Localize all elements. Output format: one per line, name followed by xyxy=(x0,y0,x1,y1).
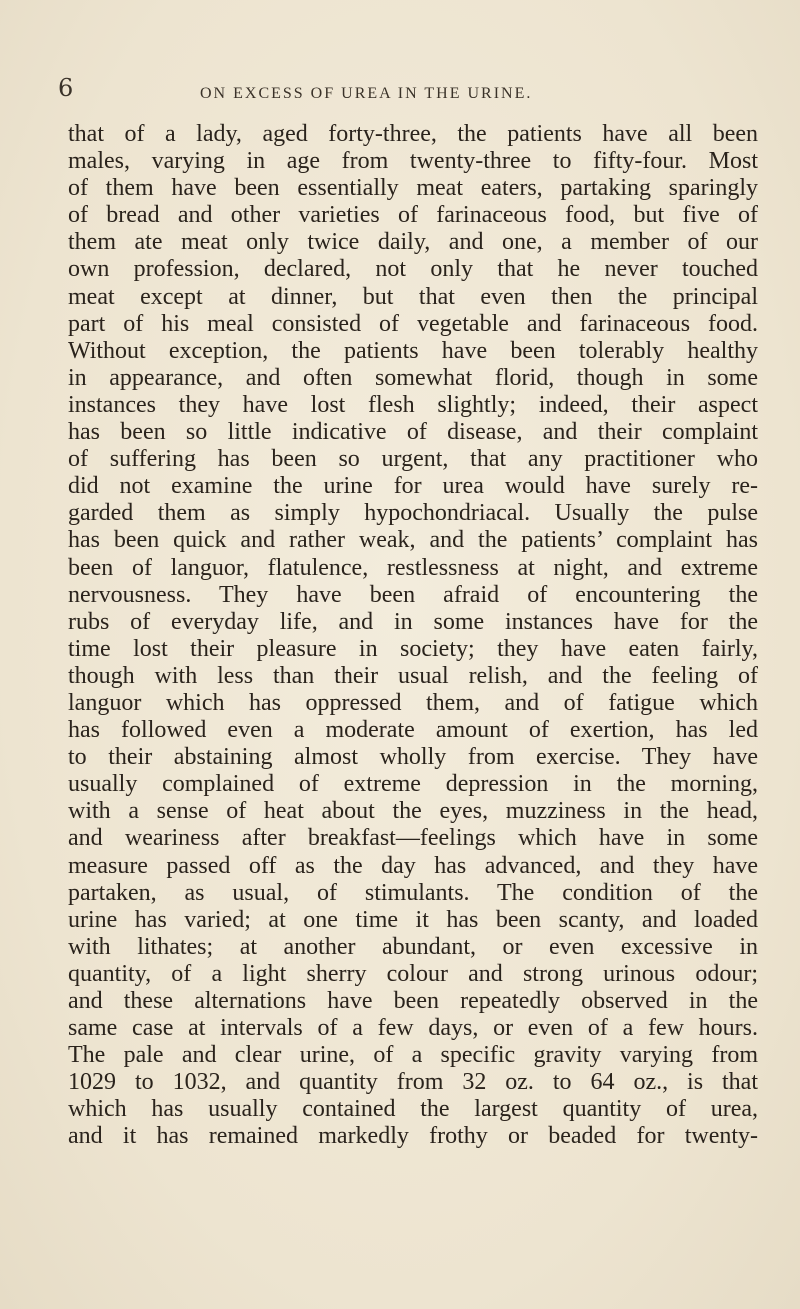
text-line: measure passed off as the day has advanced, and they have xyxy=(68,852,758,879)
text-line: in appearance, and often somewhat florid, though in some xyxy=(68,364,758,391)
text-line: rubs of everyday life, and in some instances have for the xyxy=(68,608,758,635)
text-line: though with less than their usual relish, and the feeling of xyxy=(68,662,758,689)
text-line: has followed even a moderate amount of exertion, has led xyxy=(68,717,758,744)
text-line: own profession, declared, not only that he never touched xyxy=(68,256,758,283)
text-line: partaken, as usual, of stimulants. The condition of the xyxy=(68,879,758,906)
text-line: them ate meat only twice daily, and one, a member of our xyxy=(68,229,758,256)
text-line: and these alternations have been repeatedly observed in the xyxy=(68,988,758,1014)
text-line: with a sense of heat about the eyes, muzziness in the head, xyxy=(68,798,758,825)
text-line: same case at intervals of a few days, or even of a few hours. xyxy=(68,1015,758,1042)
text-line: with lithates; at another abundant, or even excessive in xyxy=(68,933,758,960)
text-line: males, varying in age from twenty-three to fifty-four. Most xyxy=(68,148,758,175)
text-line: meat except at dinner, but that even then the principal xyxy=(68,283,758,310)
body-text xyxy=(68,121,758,1151)
text-line: that of a lady, aged forty-three, the patients have all been xyxy=(68,121,758,147)
text-line: usually complained of extreme depression in the morning, xyxy=(68,771,758,798)
text-line: instances they have lost flesh slightly; indeed, their aspect xyxy=(68,391,758,418)
text-line: nervousness. They have been afraid of encountering the xyxy=(68,581,758,608)
text-line: Without exception, the patients have been tolerably healthy xyxy=(68,337,758,364)
text-line: of bread and other varieties of farinaceous food, but five of xyxy=(68,202,758,229)
text-line: and weariness after breakfast—feelings which have in some xyxy=(68,825,758,852)
text-line: of them have been essentially meat eaters, partaking sparingly xyxy=(68,175,758,202)
text-line: been of languor, flatulence, restlessness at night, and extreme xyxy=(68,554,758,581)
text-line: part of his meal consisted of vegetable and farinaceous food. xyxy=(68,310,758,337)
text-line: urine has varied; at one time it has been scanty, and loaded xyxy=(68,906,758,933)
text-line: time lost their pleasure in society; they have eaten fairly, xyxy=(68,635,758,662)
text-line: has been quick and rather weak, and the patients’ complaint has xyxy=(68,527,758,554)
text-line: to their abstaining almost wholly from exercise. They have xyxy=(68,744,758,771)
text-line: garded them as simply hypochondriacal. Usually the pulse xyxy=(68,500,758,527)
text-line: which has usually contained the largest quantity of urea, xyxy=(68,1096,758,1123)
page-number: 6 xyxy=(58,74,74,102)
text-line: has been so little indicative of disease, and their complaint xyxy=(68,419,758,446)
text-line: of suffering has been so urgent, that any practitioner who xyxy=(68,446,758,473)
text-line: The pale and clear urine, of a specific gravity varying from xyxy=(68,1042,758,1069)
text-line: 1029 to 1032, and quantity from 32 oz. to 64 oz., is that xyxy=(68,1069,758,1096)
text-line: quantity, of a light sherry colour and strong urinous odour; xyxy=(68,960,758,987)
text-line: and it has remained markedly frothy or beaded for twenty- xyxy=(68,1123,758,1150)
text-line: did not examine the urine for urea would have surely re- xyxy=(68,473,758,500)
running-head: ON EXCESS OF UREA IN THE URINE. xyxy=(200,85,533,102)
text-line: languor which has oppressed them, and of fatigue which xyxy=(68,689,758,716)
